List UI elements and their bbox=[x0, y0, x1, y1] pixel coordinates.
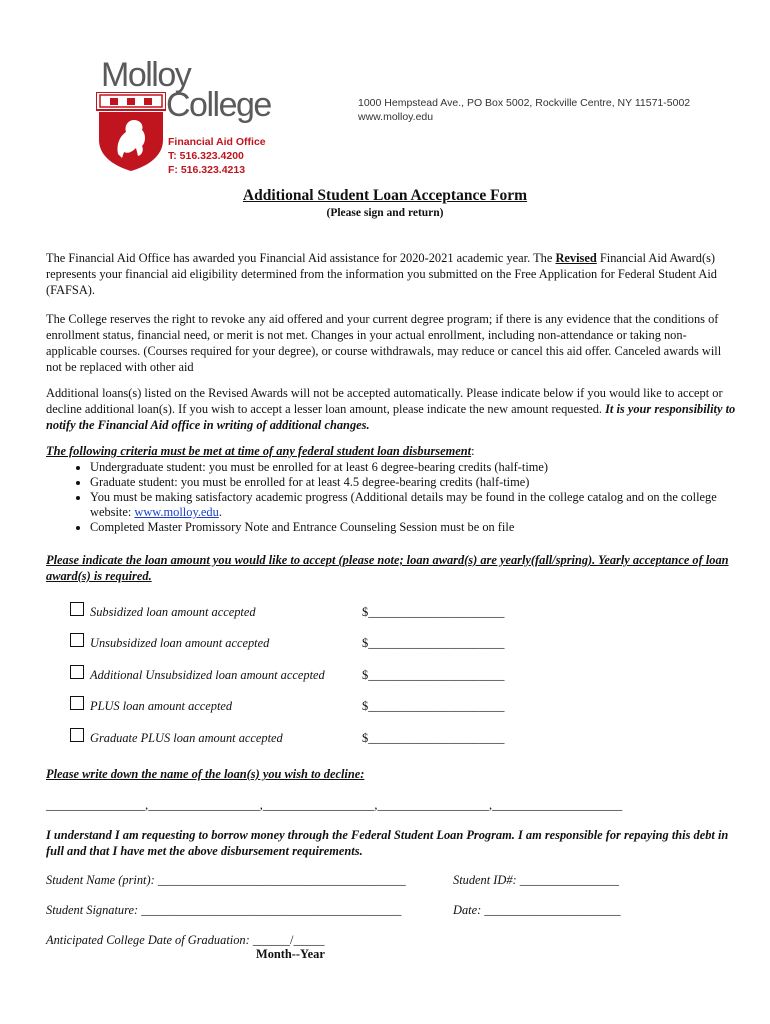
revoke-paragraph: The College reserves the right to revoke any aid offered and your current degree program; if there is any evidence that the conditions of enrollment status, financial need, or merit is not met. Changes in your actual enrollment, including non-attendance or taking non-applicable courses. (Courses required for your degree), or course withdrawals, may reduce or cancel this aid offer. Canceled awards will not be replaced with other aid bbox=[46, 312, 722, 374]
award-paragraph bbox=[46, 250, 736, 298]
college-logo bbox=[96, 58, 286, 178]
shield-crest-icon bbox=[96, 92, 166, 172]
office-phone: T: 516.323.4200 bbox=[168, 150, 244, 162]
responsibility-text: It is your responsibility to notify the Financial Aid office in writing of additional changes. bbox=[46, 402, 736, 432]
criteria-heading-text: The following criteria must be met at time of any federal student loan disbursement bbox=[46, 444, 472, 458]
graduation-hint: Month--Year bbox=[256, 947, 325, 961]
graduation-field[interactable]: ______/_____ bbox=[252, 933, 325, 947]
loan-label: Subsidized loan amount accepted bbox=[90, 605, 256, 619]
revised-emphasis: Revised bbox=[555, 251, 597, 265]
loan-amount-field[interactable]: $______________________ bbox=[362, 605, 505, 619]
form-title: Additional Student Loan Acceptance Form bbox=[242, 187, 528, 204]
checkbox-graduate-plus[interactable] bbox=[70, 728, 84, 742]
office-fax: F: 516.323.4213 bbox=[168, 164, 246, 176]
criteria-link-end: . bbox=[218, 505, 222, 519]
college-website[interactable]: www.molloy.edu bbox=[358, 111, 434, 123]
date-label: Date: bbox=[453, 903, 485, 917]
student-name-row bbox=[46, 873, 406, 888]
loan-label: Unsubsidized loan amount accepted bbox=[90, 636, 270, 650]
student-signature-row bbox=[46, 903, 401, 918]
loan-amount-field[interactable]: $______________________ bbox=[362, 636, 505, 650]
checkbox-plus[interactable] bbox=[70, 696, 84, 710]
checkbox-additional-unsubsidized[interactable] bbox=[70, 665, 84, 679]
student-id-row bbox=[453, 873, 619, 888]
criteria-item bbox=[90, 490, 750, 520]
decline-heading: Please write down the name of the loan(s) you wish to decline: bbox=[46, 767, 365, 781]
criteria-item: • Graduate student: you must be enrolled for at least 4.5 degree-bearing credits (half-time) bbox=[90, 475, 750, 490]
graduation-label: Anticipated College Date of Graduation: bbox=[46, 933, 253, 947]
loan-amount-field[interactable]: $______________________ bbox=[362, 731, 505, 745]
loan-amount-field[interactable]: $______________________ bbox=[362, 668, 505, 682]
graduation-row bbox=[46, 933, 324, 948]
criteria-item-text: You must be making satisfactory academic progress (Additional details may be found in the college catalog and on the college website: bbox=[90, 490, 717, 519]
student-id-label: Student ID#: bbox=[453, 873, 520, 887]
criteria-list bbox=[46, 460, 750, 535]
criteria-colon: : bbox=[471, 444, 475, 458]
student-signature-label: Student Signature: bbox=[46, 903, 142, 917]
date-row bbox=[453, 903, 621, 918]
indicate-heading: Please indicate the loan amount you would like to accept (please note; loan award(s) are yearly(fall/spring). Yearly acceptance of loan award(s) is required. bbox=[46, 553, 729, 583]
criteria-item: • Undergraduate student: you must be enrolled for at least 6 degree-bearing credits (half-time) bbox=[90, 460, 750, 475]
decline-field[interactable]: ________________,__________________,__________________,__________________,_____________________ bbox=[46, 798, 623, 812]
checkbox-unsubsidized[interactable] bbox=[70, 633, 84, 647]
logo-word-college: College bbox=[166, 86, 271, 124]
criteria-item: • Completed Master Promissory Note and Entrance Counseling Session must be on file bbox=[90, 520, 750, 535]
understand-statement: I understand I am requesting to borrow money through the Federal Student Loan Program. I am responsible for repaying this debt in full and that I have met the above disbursement requirements. bbox=[46, 828, 729, 858]
loan-label: Additional Unsubsidized loan amount accepted bbox=[90, 668, 325, 682]
student-id-field[interactable]: ________________ bbox=[519, 873, 619, 887]
additional-loans-text: Additional loans(s) listed on the Revised Awards will not be accepted automatically. Please indicate below if you would like to accept or decline additional loan(s). If you wish to accept a lesser loan amount, please indicate the new amount requested. bbox=[46, 386, 723, 416]
college-address: 1000 Hempstead Ave., PO Box 5002, Rockville Centre, NY 11571-5002 bbox=[358, 97, 691, 109]
office-name: Financial Aid Office bbox=[168, 136, 266, 148]
date-field[interactable]: ______________________ bbox=[484, 903, 621, 917]
loan-label: Graduate PLUS loan amount accepted bbox=[90, 731, 283, 745]
logo-word-molloy: Molloy bbox=[101, 56, 191, 94]
loan-amount-field[interactable]: $______________________ bbox=[362, 699, 505, 713]
award-text-a: The Financial Aid Office has awarded you Financial Aid assistance for 2020-2021 academic year. The bbox=[46, 251, 556, 265]
additional-loans-paragraph bbox=[46, 385, 736, 433]
criteria-heading bbox=[46, 444, 475, 459]
student-name-field[interactable]: ________________________________________ bbox=[157, 873, 406, 887]
student-signature-field[interactable]: __________________________________________ bbox=[141, 903, 402, 917]
form-subtitle: (Please sign and return) bbox=[326, 207, 444, 219]
student-name-label: Student Name (print): bbox=[46, 873, 158, 887]
loan-label: PLUS loan amount accepted bbox=[90, 699, 233, 713]
award-text-b: Financial Aid Award(s) represents your financial aid eligibility determined from the information you submitted on the Free Application for Federal Student Aid (FAFSA). bbox=[46, 251, 717, 297]
checkbox-subsidized[interactable] bbox=[70, 602, 84, 616]
college-website-link[interactable]: www.molloy.edu bbox=[134, 505, 219, 519]
